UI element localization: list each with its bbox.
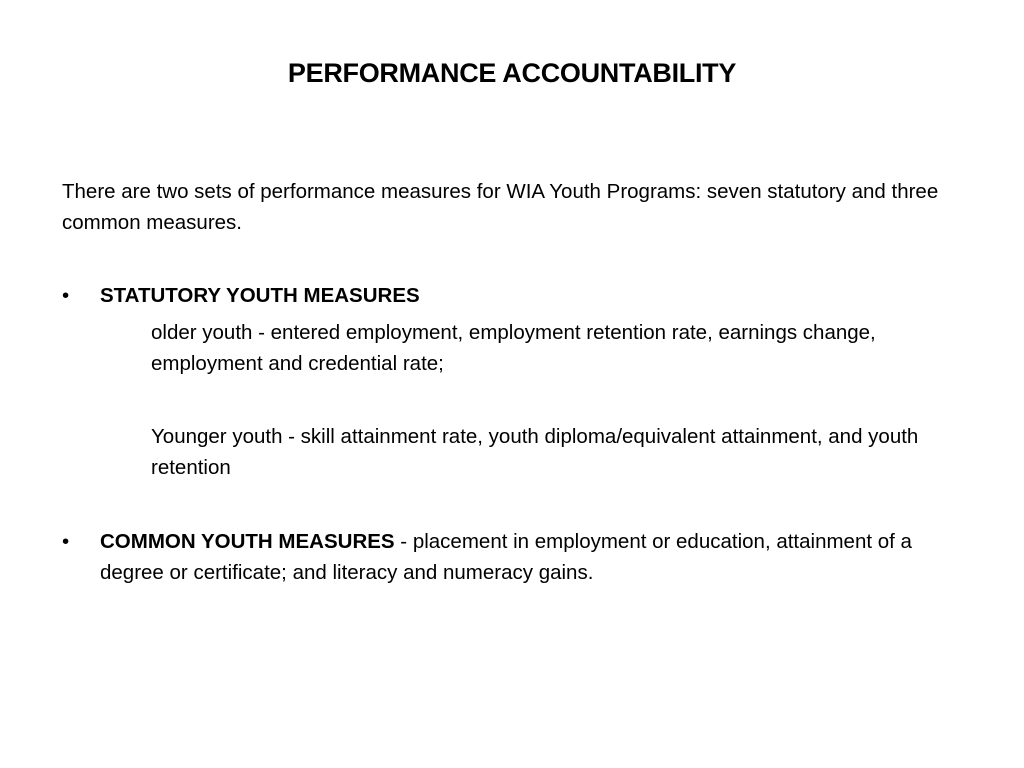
older-youth-measures: older youth - entered employment, employment retention rate, earnings change, employment and credential rate; (151, 321, 876, 375)
common-measures-bullet (62, 526, 972, 588)
statutory-measures-bullet (62, 280, 972, 483)
slide-title: PERFORMANCE ACCOUNTABILITY (287, 58, 737, 88)
slide-body (62, 176, 972, 588)
statutory-measures-heading: STATUTORY YOUTH MEASURES (100, 284, 420, 307)
common-measures-description: - placement in employment or education, attainment of a degree or certificate; and literacy and numeracy gains. (100, 530, 912, 584)
younger-youth-measures: Younger youth - skill attainment rate, youth diploma/equivalent attainment, and youth retention (151, 425, 919, 479)
bullet-dot-icon: • (62, 284, 70, 307)
common-measures-heading: COMMON YOUTH MEASURES (100, 530, 395, 553)
common-measures-text (100, 526, 972, 588)
intro-paragraph: There are two sets of performance measures for WIA Youth Programs: seven statutory and three common measures. (62, 180, 939, 234)
bullet-dot-icon: • (62, 530, 70, 553)
